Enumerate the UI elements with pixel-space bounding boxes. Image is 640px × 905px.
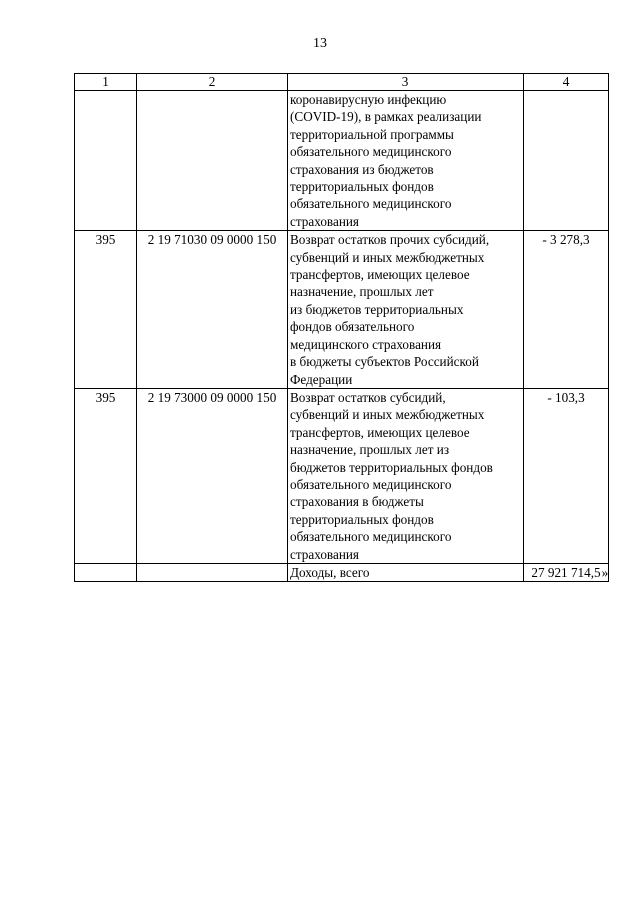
description-line: страхования — [290, 546, 359, 562]
description-line: (COVID-19), в рамках реализации — [290, 109, 482, 125]
table-row — [75, 231, 609, 389]
description-cell — [288, 91, 524, 231]
description-line: бюджетов территориальных фондов — [290, 459, 493, 475]
table-header-row — [75, 74, 609, 91]
amount-cell: - 103,3 — [524, 388, 609, 563]
total-amount-wrap — [531, 564, 609, 581]
column-header: 1 — [75, 74, 137, 91]
page-number: 13 — [313, 36, 327, 51]
description-line: Возврат остатков субсидий, — [290, 389, 446, 405]
code-cell: 2 19 73000 09 0000 150 — [137, 388, 288, 563]
description-line: Возврат остатков прочих субсидий, — [290, 232, 490, 248]
closing-quote-mark: » — [601, 564, 609, 580]
description-line: страхования из бюджетов — [290, 161, 434, 177]
description-line: медицинского страхования — [290, 336, 442, 352]
description-line: Федерации — [290, 371, 353, 387]
description-line: трансфертов, имеющих целевое — [290, 424, 470, 440]
description-line: обязательного медицинского — [290, 196, 452, 212]
admin-cell — [75, 91, 137, 231]
description-line: в бюджеты субъектов Российской — [290, 354, 479, 370]
admin-cell: 395 — [75, 388, 137, 563]
description-line: обязательного медицинского — [290, 529, 452, 545]
column-header: 3 — [288, 74, 524, 91]
description-line: назначение, прошлых лет — [290, 284, 434, 300]
code-cell — [137, 91, 288, 231]
description-line: из бюджетов территориальных — [290, 301, 464, 317]
code-cell — [137, 563, 288, 581]
description-line: назначение, прошлых лет из — [290, 442, 450, 458]
description-line: коронавирусную инфекцию — [290, 92, 447, 107]
description-line: обязательного медицинского — [290, 144, 452, 160]
total-row — [75, 563, 609, 581]
description-line: страхования в бюджеты — [290, 494, 424, 510]
description-line: обязательного медицинского — [290, 476, 452, 492]
amount-cell — [524, 91, 609, 231]
description-line: территориальной программы — [290, 126, 454, 142]
description-line: территориальных фондов — [290, 179, 434, 195]
code-cell: 2 19 71030 09 0000 150 — [137, 231, 288, 389]
admin-cell: 395 — [75, 231, 137, 389]
total-amount-cell — [524, 563, 609, 581]
description-line: фондов обязательного — [290, 319, 415, 335]
description-cell — [288, 231, 524, 389]
budget-table — [74, 73, 609, 582]
admin-cell — [75, 563, 137, 581]
description-line: территориальных фондов — [290, 511, 434, 527]
description-line: субвенций и иных межбюджетных — [290, 407, 485, 423]
total-label: Доходы, всего — [288, 563, 524, 581]
description-line: страхования — [290, 213, 359, 229]
description-cell — [288, 388, 524, 563]
description-line: трансфертов, имеющих целевое — [290, 267, 470, 283]
amount-cell: - 3 278,3 — [524, 231, 609, 389]
table-row — [75, 91, 609, 231]
column-header: 2 — [137, 74, 288, 91]
total-amount: 27 921 714,5 — [531, 564, 601, 580]
table-row — [75, 388, 609, 563]
column-header: 4 — [524, 74, 609, 91]
description-line: субвенций и иных межбюджетных — [290, 249, 485, 265]
